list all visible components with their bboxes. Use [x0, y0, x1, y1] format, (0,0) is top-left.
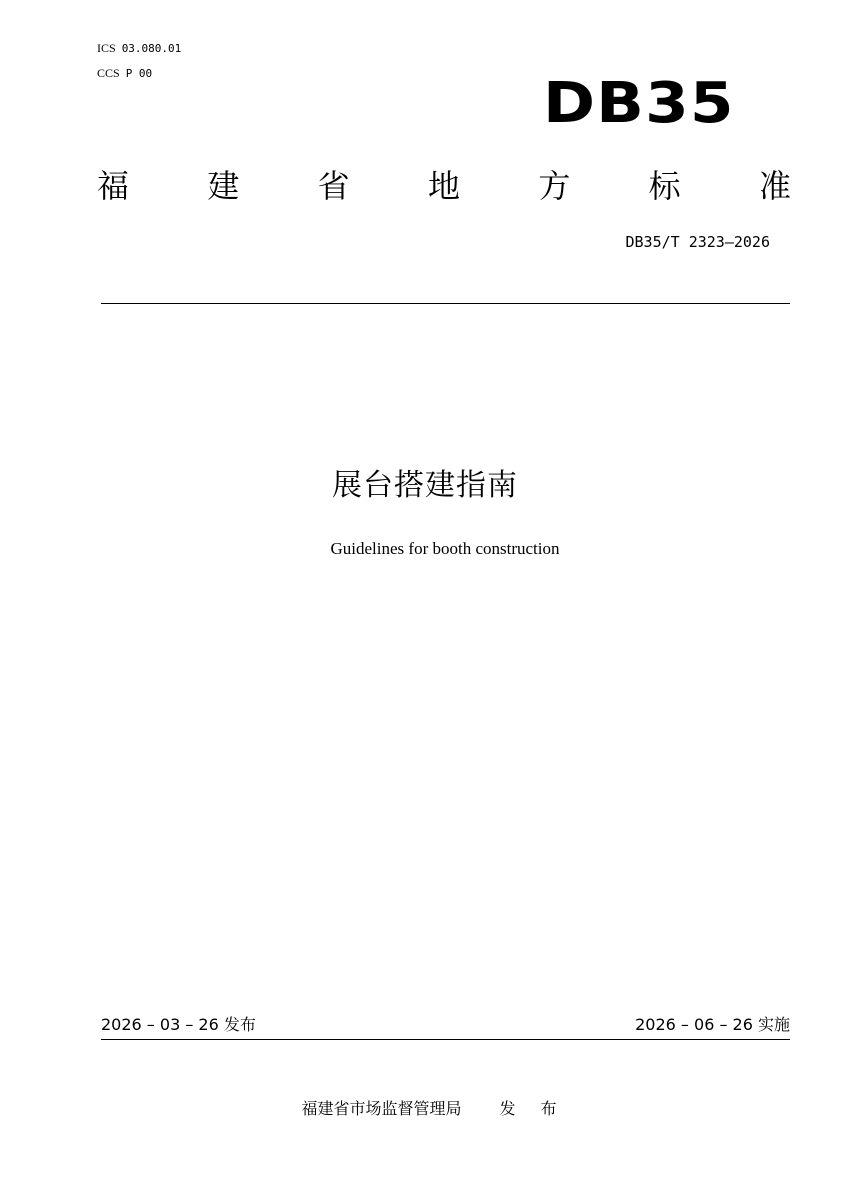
ccs-classification — [97, 66, 152, 81]
standard-type-char: 方 — [538, 167, 571, 205]
issuer-line — [0, 1098, 850, 1120]
standard-number: DB35/T 2323—2026 — [625, 233, 770, 251]
issuer-name: 福建省市场监督管理局 — [301, 1099, 462, 1118]
standard-type-char: 福 — [97, 167, 130, 205]
standard-type-char: 地 — [427, 167, 460, 205]
standard-type-char: 建 — [207, 167, 240, 205]
issue-date: 2026 – 03 – 26 发布 — [101, 1015, 256, 1034]
document-title-english: Guidelines for booth construction — [330, 539, 560, 558]
header-divider — [101, 303, 790, 304]
ics-classification — [97, 41, 181, 56]
ccs-label: CCS — [97, 66, 120, 80]
implementation-date: 2026 – 06 – 26 实施 — [635, 1015, 790, 1034]
standard-type-char: 标 — [648, 167, 681, 205]
standard-type-char: 省 — [317, 167, 350, 205]
db35-logo: DB35 — [543, 71, 735, 136]
standard-type-heading — [97, 163, 791, 209]
ics-code: 03.080.01 — [121, 42, 182, 55]
ccs-code: P 00 — [125, 67, 153, 80]
footer-divider — [101, 1039, 790, 1040]
document-title-chinese: 展台搭建指南 — [332, 468, 518, 503]
ics-label: ICS — [97, 41, 116, 55]
standard-type-char: 准 — [758, 167, 791, 205]
issuer-action: 发 布 — [499, 1099, 567, 1118]
